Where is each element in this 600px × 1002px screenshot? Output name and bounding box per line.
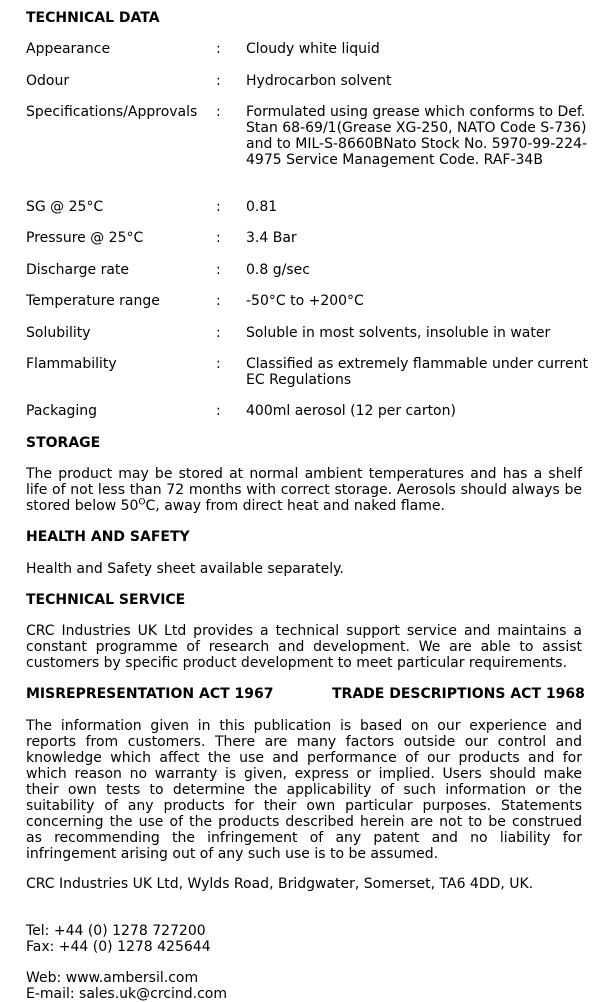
technical-service-paragraph: CRC Industries UK Ltd provides a technical support service and maintains a constant programme of research and development. We are able to assist customers by specific product development to meet particular requirements. — [26, 623, 582, 671]
data-row-label: Solubility — [26, 325, 91, 341]
storage-text-end: C, away from direct heat and naked flame. — [145, 498, 445, 514]
data-row-colon: : — [216, 41, 221, 57]
data-row-colon: : — [216, 199, 221, 215]
degree-superscript: O — [138, 497, 146, 508]
data-row-value: Hydrocarbon solvent — [246, 73, 392, 89]
data-row-colon: : — [216, 325, 221, 341]
health-safety-heading: HEALTH AND SAFETY — [26, 529, 190, 545]
data-row-colon: : — [216, 293, 221, 309]
data-row-label: Odour — [26, 73, 70, 89]
data-row-colon: : — [216, 230, 221, 246]
data-row-colon: : — [216, 73, 221, 89]
data-row-value: Classified as extremely flammable under current EC Regulations — [246, 356, 588, 388]
fax-number: Fax: +44 (0) 1278 425644 — [26, 939, 211, 955]
disclaimer-paragraph: The information given in this publication is based on our experience and reports from customers. There are many factors outside our control and knowledge which affect the use and performance of our products and for which reason no warranty is given, express or implied. Users should make their own tests to determine the applicability of such information or the suitability of any products for their own particular purposes. Statements concerning the use of the products described herein are not to be construed as recommending the infringement of any patent and no liability for infringement arising out of any such use is to be assumed. — [26, 718, 582, 862]
data-row-label: Discharge rate — [26, 262, 130, 278]
technical-service-heading: TECHNICAL SERVICE — [26, 592, 186, 608]
website-link[interactable]: Web: www.ambersil.com — [26, 970, 199, 986]
misrepresentation-act-heading: MISREPRESENTATION ACT 1967 — [26, 686, 274, 702]
storage-paragraph — [26, 466, 582, 514]
storage-text: The product may be stored at normal ambient temperatures and has a shelf life of not less than 72 months with correct storage. Aerosols should always be stored below 50 — [26, 466, 582, 514]
telephone-number: Tel: +44 (0) 1278 727200 — [26, 923, 206, 939]
data-row-label: Appearance — [26, 41, 111, 57]
trade-descriptions-act-heading: TRADE DESCRIPTIONS ACT 1968 — [332, 686, 585, 702]
company-address: CRC Industries UK Ltd, Wylds Road, Bridgwater, Somerset, TA6 4DD, UK. — [26, 876, 534, 892]
data-row-colon: : — [216, 356, 221, 372]
data-row-value: 3.4 Bar — [246, 230, 297, 246]
data-row-colon: : — [216, 104, 221, 120]
data-row-label: SG @ 25°C — [26, 199, 104, 215]
data-row-value: -50°C to +200°C — [246, 293, 364, 309]
data-row-label: Specifications/Approvals — [26, 104, 198, 120]
data-row-label: Temperature range — [26, 293, 160, 309]
data-row-colon: : — [216, 403, 221, 419]
data-row-label: Packaging — [26, 403, 98, 419]
data-row-label: Pressure @ 25°C — [26, 230, 144, 246]
email-link[interactable]: E-mail: sales.uk@crcind.com — [26, 986, 228, 1002]
data-row-value: Formulated using grease which conforms to Def. Stan 68-69/1(Grease XG-250, NATO Code S-736) and to MIL-S-8660BNato Stock No. 5970-99-224-4975 Service Management Code. RAF-34B — [246, 104, 588, 168]
data-row-colon: : — [216, 262, 221, 278]
data-row-value: 400ml aerosol (12 per carton) — [246, 403, 456, 419]
data-row-label: Flammability — [26, 356, 117, 372]
storage-heading: STORAGE — [26, 435, 101, 451]
technical-data-heading: TECHNICAL DATA — [26, 10, 160, 26]
data-row-value: Soluble in most solvents, insoluble in water — [246, 325, 551, 341]
data-row-value: 0.8 g/sec — [246, 262, 310, 278]
data-row-value: 0.81 — [246, 199, 278, 215]
data-row-value: Cloudy white liquid — [246, 41, 380, 57]
health-safety-text: Health and Safety sheet available separately. — [26, 561, 344, 577]
